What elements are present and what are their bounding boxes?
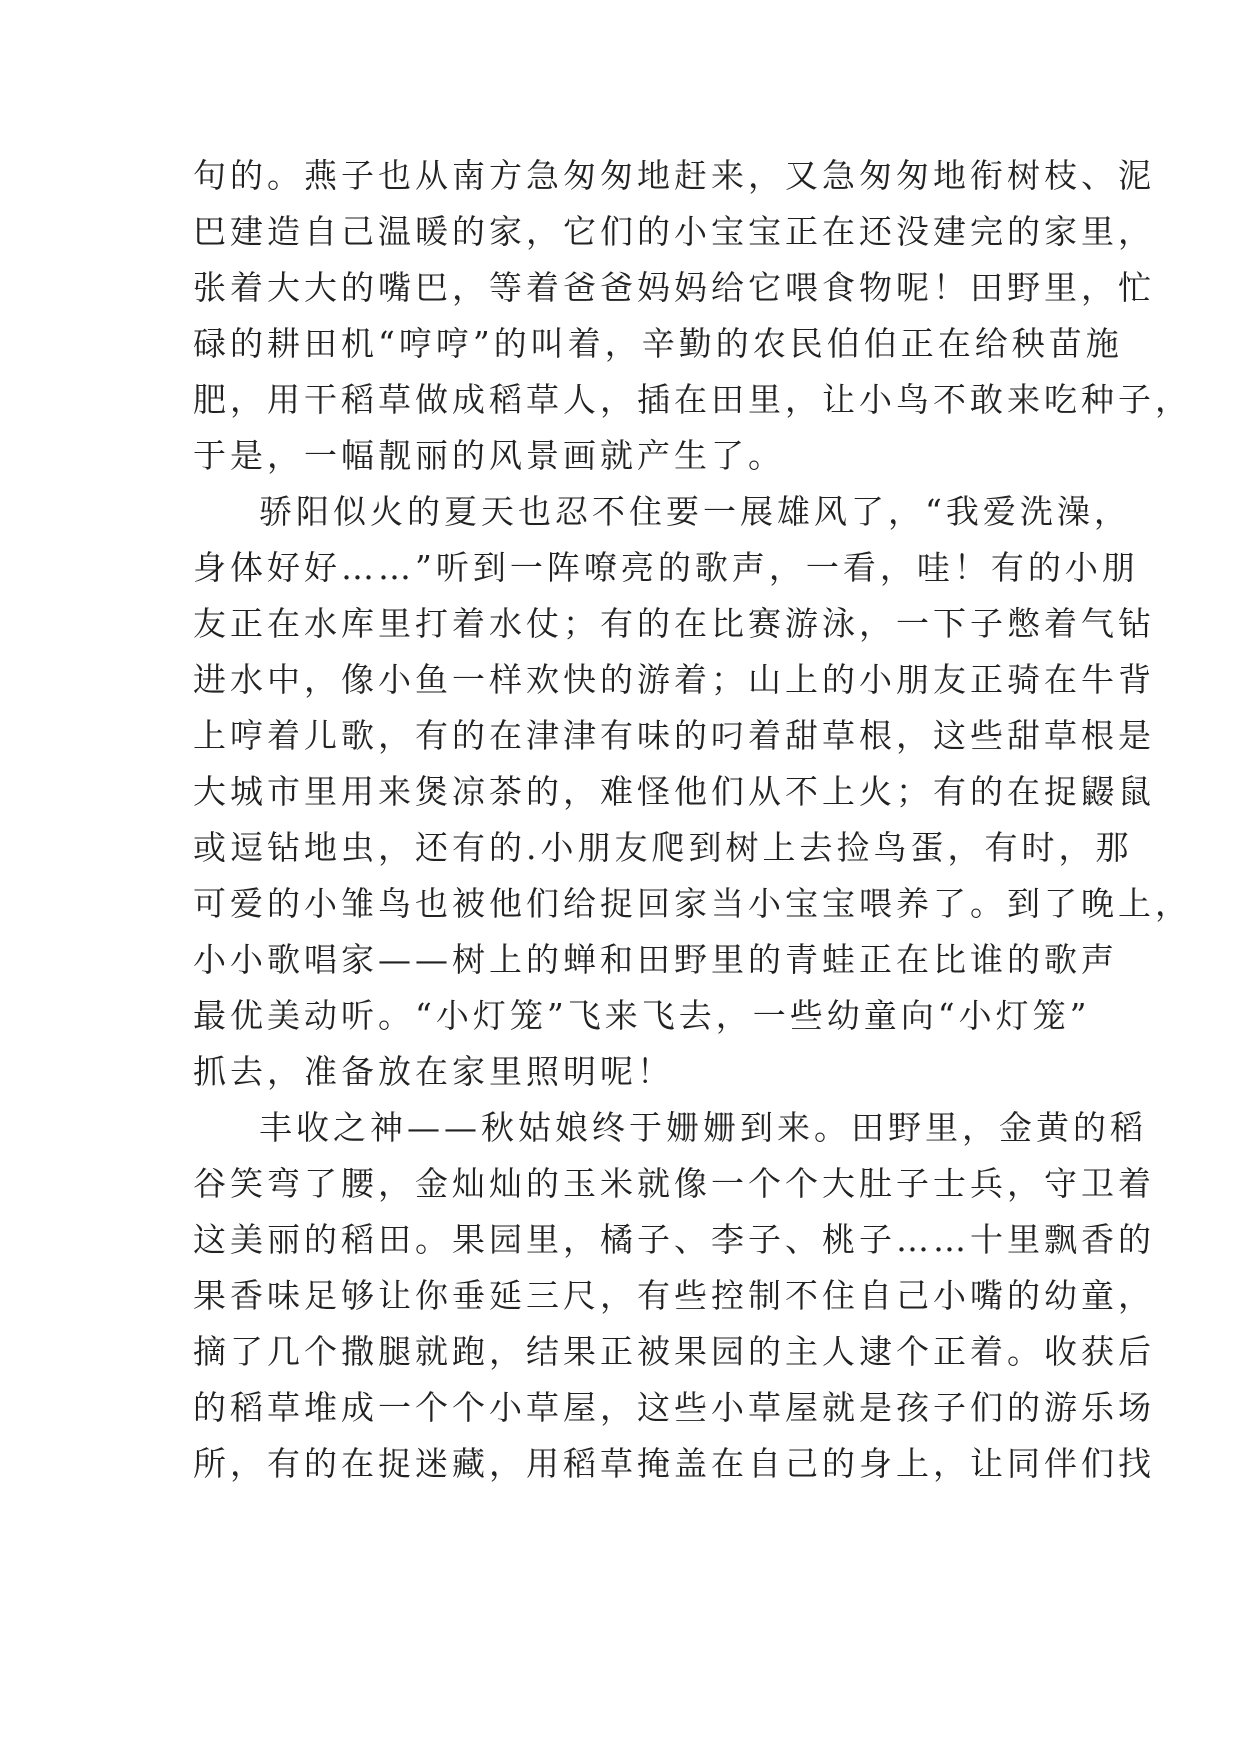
text-line: 句的。燕子也从南方急匆匆地赶来，又急匆匆地衔树枝、泥 [193,156,1155,195]
text-line: 于是，一幅靓丽的风景画就产生了。 [193,436,785,475]
text-line: 果香味足够让你垂延三尺，有些控制不住自己小嘴的幼童， [193,1276,1155,1315]
essay-body [193,148,1192,1492]
text-line: 大城市里用来煲凉茶的，难怪他们从不上火；有的在捉鼹鼠 [193,772,1155,811]
text-line: 进水中，像小鱼一样欢快的游着；山上的小朋友正骑在牛背 [193,660,1155,699]
paragraph-autumn [193,1100,1155,1492]
paragraph-summer [193,484,1192,1100]
text-line: 摘了几个撒腿就跑，结果正被果园的主人逮个正着。收获后 [193,1332,1155,1371]
text-line: 最优美动听。“小灯笼”飞来飞去，一些幼童向“小灯笼” [193,996,1091,1035]
text-line: 谷笑弯了腰，金灿灿的玉米就像一个个大肚子士兵，守卫着 [193,1164,1155,1203]
text-line: 的稻草堆成一个个小草屋，这些小草屋就是孩子们的游乐场 [193,1388,1155,1427]
text-line: 或逗钻地虫，还有的.小朋友爬到树上去捡鸟蛋，有时，那 [193,828,1133,867]
text-line: 碌的耕田机“哼哼”的叫着，辛勤的农民伯伯正在给秧苗施 [193,324,1123,363]
text-line: 丰收之神——秋姑娘终于姗姗到来。田野里，金黄的稻 [259,1108,1147,1147]
text-line: 抓去，准备放在家里照明呢！ [193,1052,674,1091]
text-line: 可爱的小雏鸟也被他们给捉回家当小宝宝喂养了。到了晚上， [193,884,1192,923]
paragraph-spring [193,148,1192,484]
text-line: 巴建造自己温暖的家，它们的小宝宝正在还没建完的家里， [193,212,1155,251]
text-line: 所，有的在捉迷藏，用稻草掩盖在自己的身上，让同伴们找 [193,1444,1155,1483]
text-line: 上哼着儿歌，有的在津津有味的叼着甜草根，这些甜草根是 [193,716,1155,755]
text-line: 张着大大的嘴巴，等着爸爸妈妈给它喂食物呢！田野里，忙 [193,268,1155,307]
text-line: 这美丽的稻田。果园里，橘子、李子、桃子……十里飘香的 [193,1220,1155,1259]
text-line: 肥，用干稻草做成稻草人，插在田里，让小鸟不敢来吃种子， [193,380,1192,419]
text-line: 友正在水库里打着水仗；有的在比赛游泳，一下子憋着气钻 [193,604,1155,643]
text-line: 身体好好……”听到一阵嘹亮的歌声，一看，哇！有的小朋 [193,548,1139,587]
text-line: 小小歌唱家——树上的蝉和田野里的青蛙正在比谁的歌声 [193,940,1118,979]
text-line: 骄阳似火的夏天也忍不住要一展雄风了，“我爱洗澡， [259,492,1131,531]
